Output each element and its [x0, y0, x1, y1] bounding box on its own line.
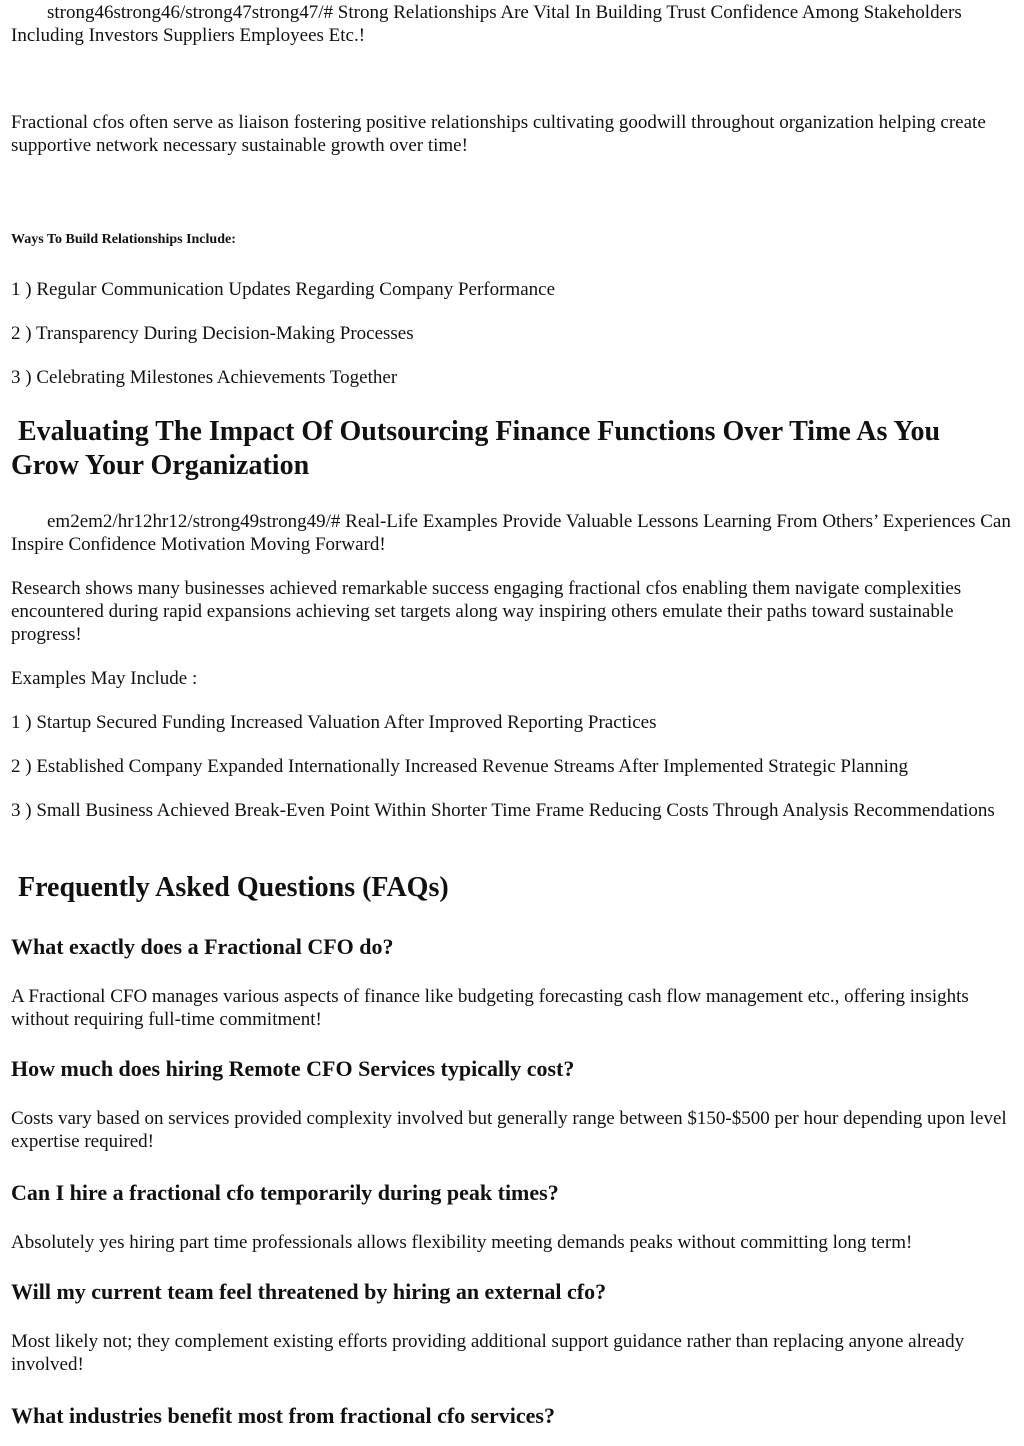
faq-question: Can I hire a fractional cfo temporarily during peak times? — [11, 1180, 559, 1205]
faq-question: What exactly does a Fractional CFO do? — [11, 934, 394, 959]
impact-research-paragraph: Research shows many businesses achieved remarkable success engaging fractional cfos enabling them navigate complexities encountered during rapid expansions achieving set targets along way inspiring others emulate their paths toward sustainable progress! — [11, 578, 962, 645]
faq-heading: Frequently Asked Questions (FAQs) — [11, 872, 449, 903]
faq-answer: Absolutely yes hiring part time professionals allows flexibility meeting demands peaks without committing long term! — [11, 1232, 913, 1253]
faq-question: What industries benefit most from fractional cfo services? — [11, 1403, 555, 1428]
example-item: 2 ) Established Company Expanded Internationally Increased Revenue Streams After Implemented Strategic Planning — [11, 756, 908, 777]
intro-paragraph-liaison: Fractional cfos often serve as liaison fostering positive relationships cultivating goodwill throughout organization helping create supportive network necessary sustainable growth over time! — [11, 112, 986, 156]
relationships-item: 2 ) Transparency During Decision-Making Processes — [11, 323, 414, 344]
relationships-item: 1 ) Regular Communication Updates Regarding Company Performance — [11, 279, 556, 300]
faq-answer: Costs vary based on services provided complexity involved but generally range between $150-$500 per hour depending upon level expertise required! — [11, 1108, 1007, 1152]
intro-paragraph: strong46strong46/strong47strong47/# Strong Relationships Are Vital In Building Trust Confidence Among Stakeholders Including Investors Suppliers Employees Etc.! — [11, 2, 962, 46]
relationships-item: 3 ) Celebrating Milestones Achievements Together — [11, 367, 398, 388]
examples-label: Examples May Include : — [11, 668, 198, 689]
impact-heading: Evaluating The Impact Of Outsourcing Finance Functions Over Time As You Grow Your Organization — [11, 416, 948, 481]
example-item: 1 ) Startup Secured Funding Increased Valuation After Improved Reporting Practices — [11, 712, 657, 733]
example-item: 3 ) Small Business Achieved Break-Even Point Within Shorter Time Frame Reducing Costs Through Analysis Recommendations — [11, 800, 995, 821]
relationships-heading: Ways To Build Relationships Include: — [11, 232, 236, 247]
faq-answer: Most likely not; they complement existing efforts providing additional support guidance rather than replacing anyone already involved! — [11, 1331, 965, 1375]
faq-question: How much does hiring Remote CFO Services typically cost? — [11, 1056, 575, 1081]
faq-question: Will my current team feel threatened by hiring an external cfo? — [11, 1279, 607, 1304]
faq-answer: A Fractional CFO manages various aspects of finance like budgeting forecasting cash flow management etc., offering insights without requiring full-time commitment! — [11, 986, 969, 1030]
impact-paragraph: em2em2/hr12hr12/strong49strong49/# Real-Life Examples Provide Valuable Lessons Learning From Others’ Experiences Can Inspire Confidence Motivation Moving Forward! — [11, 511, 1011, 555]
